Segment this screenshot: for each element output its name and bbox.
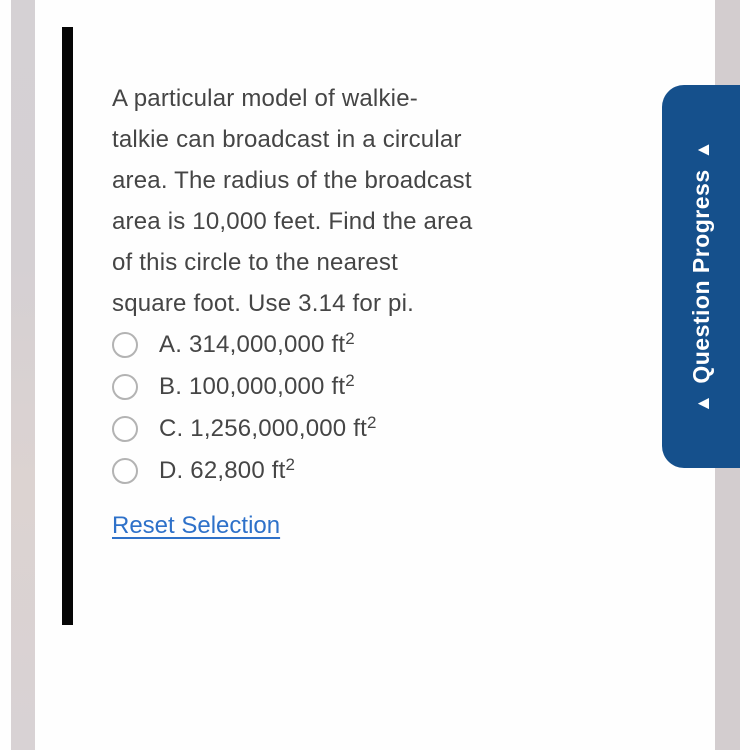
question-text [112,78,602,324]
option-label: D. 62,800 $ft^2$ [159,455,296,484]
radio-button-icon[interactable] [112,332,138,358]
question-line: A particular model of walkie- [112,85,418,112]
question-line: area. The radius of the broadcast [112,167,472,194]
question-line: of this circle to the nearest [112,249,398,276]
radio-button-icon[interactable] [112,458,138,484]
superscript: 2 [345,329,355,348]
quote-bar [62,27,73,625]
reset-selection-link[interactable]: Reset Selection [112,512,281,539]
superscript: 2 [366,413,377,432]
superscript: 2 [345,371,355,390]
superscript: 2 [285,455,296,474]
question-line: area is 10,000 feet. Find the area [112,208,473,235]
question-progress-tab-label [688,140,715,413]
question-line: square foot. Use 3.14 for pi. [112,290,414,317]
radio-button-icon[interactable] [112,374,138,400]
option-row-d[interactable] [112,450,602,492]
radio-button-icon[interactable] [112,416,138,442]
option-label: A. 314,000,000 $ft^2$ [159,329,355,358]
question-panel [112,78,602,540]
left-edge-strip [11,0,35,750]
option-label: C. 1,256,000,000 $ft^2$ [159,413,377,442]
option-row-a[interactable] [112,324,602,366]
answer-options [112,324,602,492]
option-row-c[interactable] [112,408,602,450]
question-progress-tab[interactable] [662,85,740,468]
left-arrow-icon: ▲ [692,393,714,413]
option-label: B. 100,000,000 $ft^2$ [159,371,355,400]
left-arrow-icon: ▲ [692,140,714,160]
option-row-b[interactable] [112,366,602,408]
question-line: talkie can broadcast in a circular [112,126,462,153]
question-progress-text: Question Progress [687,169,714,384]
